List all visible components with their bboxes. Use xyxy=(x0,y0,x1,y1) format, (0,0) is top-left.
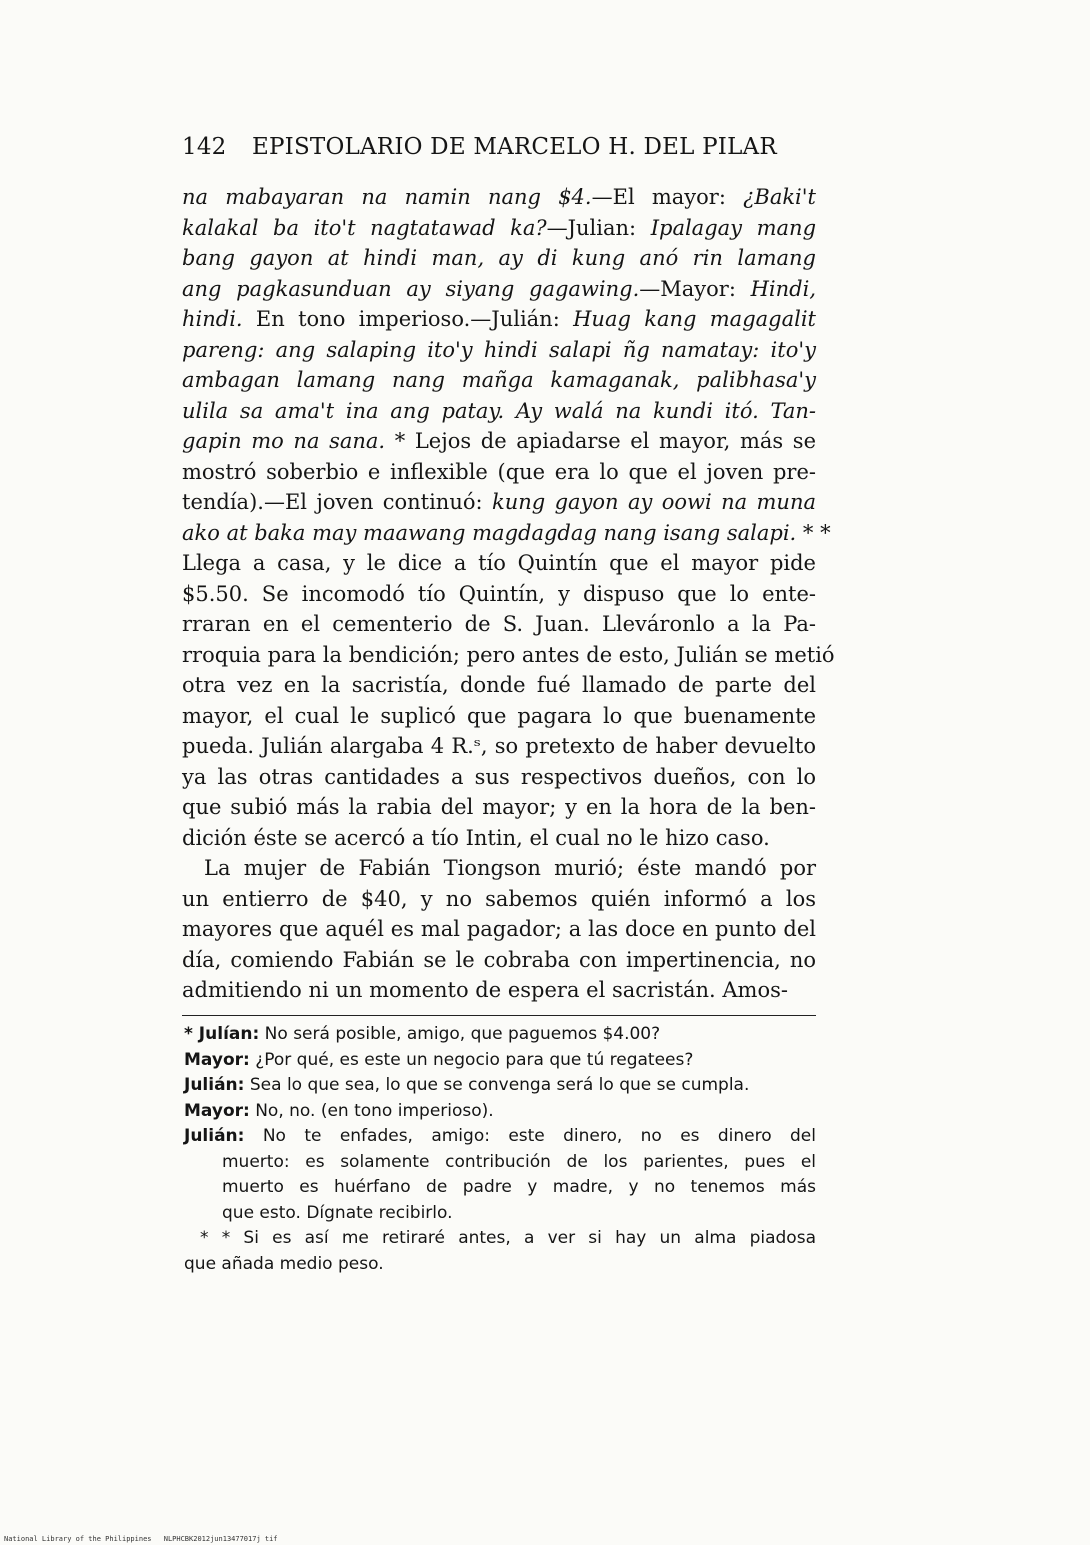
footnote-rule xyxy=(182,1015,816,1016)
text-segment: ya las otras cantidades a sus respectivos dueños, con lo xyxy=(182,764,816,789)
text-line xyxy=(182,792,816,823)
footnote-text: No, no. (en tono imperioso). xyxy=(249,1100,494,1121)
italic-segment: ang pagkasunduan ay siyang gagawing. xyxy=(182,276,640,301)
italic-segment: na mabayaran na namin nang $4. xyxy=(182,185,592,209)
text-line xyxy=(182,365,816,396)
footnote-text: ¿Por qué, es este un negocio para que tú regatees? xyxy=(249,1049,694,1070)
text-segment: admitiendo ni un momento de espera el sacristán. Amos- xyxy=(182,978,788,1002)
speaker-label: Julián: xyxy=(184,1126,245,1146)
footnote-line xyxy=(184,1226,816,1252)
footnote-line xyxy=(184,1124,816,1150)
text-segment: mayores que aquél es mal pagador; a las doce en punto del xyxy=(182,917,816,941)
italic-segment: ambagan lamang nang mañga kamaganak, palibhasa'y xyxy=(182,368,816,392)
scan-watermark xyxy=(4,1535,278,1543)
main-text xyxy=(182,182,835,1006)
footnote-text: Sea lo que sea, lo que se convenga será lo que se cumpla. xyxy=(244,1075,750,1095)
italic-segment: ¿Baki't xyxy=(743,185,816,209)
italic-segment: pareng: ang salaping ito'y hindi salapi ñg namatay: ito'y xyxy=(182,337,816,362)
italic-segment: hindi. xyxy=(182,307,243,331)
text-segment: mayor, el cual le suplicó que pagara lo que buenamente xyxy=(182,703,816,728)
text-line xyxy=(182,335,816,366)
text-line xyxy=(182,243,816,274)
text-line xyxy=(182,884,816,915)
text-segment: —El mayor: xyxy=(591,185,744,209)
text-segment: * * xyxy=(796,520,831,545)
text-segment: mostró soberbio e inflexible (que era lo que el joven pre- xyxy=(182,459,816,484)
text-segment: un entierro de $40, y no sabemos quién informó a los xyxy=(182,886,816,911)
watermark-file: NLPHCBK2012jun13477017j tif xyxy=(163,1535,278,1543)
running-header xyxy=(182,134,822,160)
text-line xyxy=(182,853,816,884)
text-line xyxy=(182,914,816,945)
text-line xyxy=(182,182,816,213)
text-line xyxy=(182,609,816,640)
text-line xyxy=(182,823,816,854)
speaker-label: Julián: xyxy=(184,1075,245,1095)
footnote-line xyxy=(184,1099,816,1125)
text-segment: que subió más la rabia del mayor; y en la hora de la ben- xyxy=(182,795,816,819)
footnote-text: que añada medio peso. xyxy=(184,1253,384,1274)
footnote-line xyxy=(184,1048,816,1074)
italic-segment: ulila sa ama't ina ang patay. Ay walá na kundi itó. Tan- xyxy=(182,398,816,423)
footnote-text: muerto: es solamente contribución de los parientes, pues el xyxy=(222,1151,816,1172)
text-line xyxy=(182,548,816,579)
italic-segment: Ipalagay mang xyxy=(650,215,817,240)
text-line xyxy=(182,762,816,793)
text-segment: tendía).—El joven continuó: xyxy=(182,490,492,514)
italic-segment: Hindi, xyxy=(750,276,816,301)
text-segment: —Mayor: xyxy=(639,276,751,301)
text-line xyxy=(182,487,816,518)
footnote-line xyxy=(184,1150,816,1176)
text-line xyxy=(182,945,816,976)
footnote-line xyxy=(184,1252,816,1278)
italic-segment: kalakal ba ito't nagtatawad ka? xyxy=(182,215,547,240)
italic-segment: Huag kang magagalit xyxy=(573,307,816,331)
footnote-text: que esto. Dígnate recibirlo. xyxy=(222,1202,453,1223)
text-segment: día, comiendo Fabián se le cobraba con impertinencia, no xyxy=(182,947,816,972)
text-line xyxy=(182,579,816,610)
text-line xyxy=(182,457,816,488)
footnote-line xyxy=(184,1175,816,1201)
footnote-text: No te enfades, amigo: este dinero, no es dinero del xyxy=(244,1126,816,1146)
italic-segment: kung gayon ay oowi na muna xyxy=(491,490,816,514)
footnote-text: * * Si es así me retiraré antes, a ver si hay un alma piadosa xyxy=(200,1228,816,1248)
text-line xyxy=(182,701,816,732)
text-line xyxy=(182,274,816,305)
text-segment: dición éste se acercó a tío Intin, el cual no le hizo caso. xyxy=(182,825,770,850)
text-line xyxy=(182,640,835,671)
text-line xyxy=(182,670,816,701)
footnote-line xyxy=(184,1022,816,1048)
text-segment: La mujer de Fabián Tiongson murió; éste mandó por xyxy=(204,856,816,880)
watermark-library: National Library of the Philippines xyxy=(4,1535,152,1543)
speaker-label: Mayor: xyxy=(184,1100,250,1121)
text-line xyxy=(182,213,816,244)
text-line xyxy=(182,426,816,457)
text-line xyxy=(182,304,816,335)
italic-segment: gapin mo na sana. xyxy=(182,429,386,453)
footnote-line xyxy=(184,1201,816,1227)
page-number: 142 xyxy=(182,134,227,160)
text-line xyxy=(182,396,816,427)
text-segment: $5.50. Se incomodó tío Quintín, y dispuso que lo ente- xyxy=(182,581,816,606)
footnote-text: No será posible, amigo, que paguemos $4.00? xyxy=(259,1024,661,1044)
text-segment: Llega a casa, y le dice a tío Quintín que el mayor pide xyxy=(182,551,816,575)
text-segment: En tono imperioso.—Julián: xyxy=(242,307,574,331)
italic-segment: bang gayon at hindi man, ay di kung anó rin lamang xyxy=(182,246,816,270)
text-segment: * Lejos de apiadarse el mayor, más se xyxy=(385,429,816,453)
speaker-label: * Julían: xyxy=(184,1024,260,1044)
speaker-label: Mayor: xyxy=(184,1049,250,1070)
text-line xyxy=(182,518,831,549)
text-segment: rroquia para la bendición; pero antes de esto, Julián se metió xyxy=(182,642,835,667)
text-segment: rraran en el cementerio de S. Juan. Lleváronlo a la Pa- xyxy=(182,612,816,636)
footnote-line xyxy=(184,1073,816,1099)
text-segment: otra vez en la sacristía, donde fué llamado de parte del xyxy=(182,673,816,697)
text-segment: —Julian: xyxy=(546,215,651,240)
text-segment: pueda. Julián alargaba 4 R.ˢ, so pretexto de haber devuelto xyxy=(182,734,816,758)
running-title: EPISTOLARIO DE MARCELO H. DEL PILAR xyxy=(252,134,777,160)
text-line xyxy=(182,731,816,762)
footnotes xyxy=(184,1022,816,1277)
footnote-text: muerto es huérfano de padre y madre, y no tenemos más xyxy=(222,1177,816,1197)
italic-segment: ako at baka may maawang magdagdag nang isang salapi. xyxy=(182,520,797,545)
text-line xyxy=(182,975,816,1006)
